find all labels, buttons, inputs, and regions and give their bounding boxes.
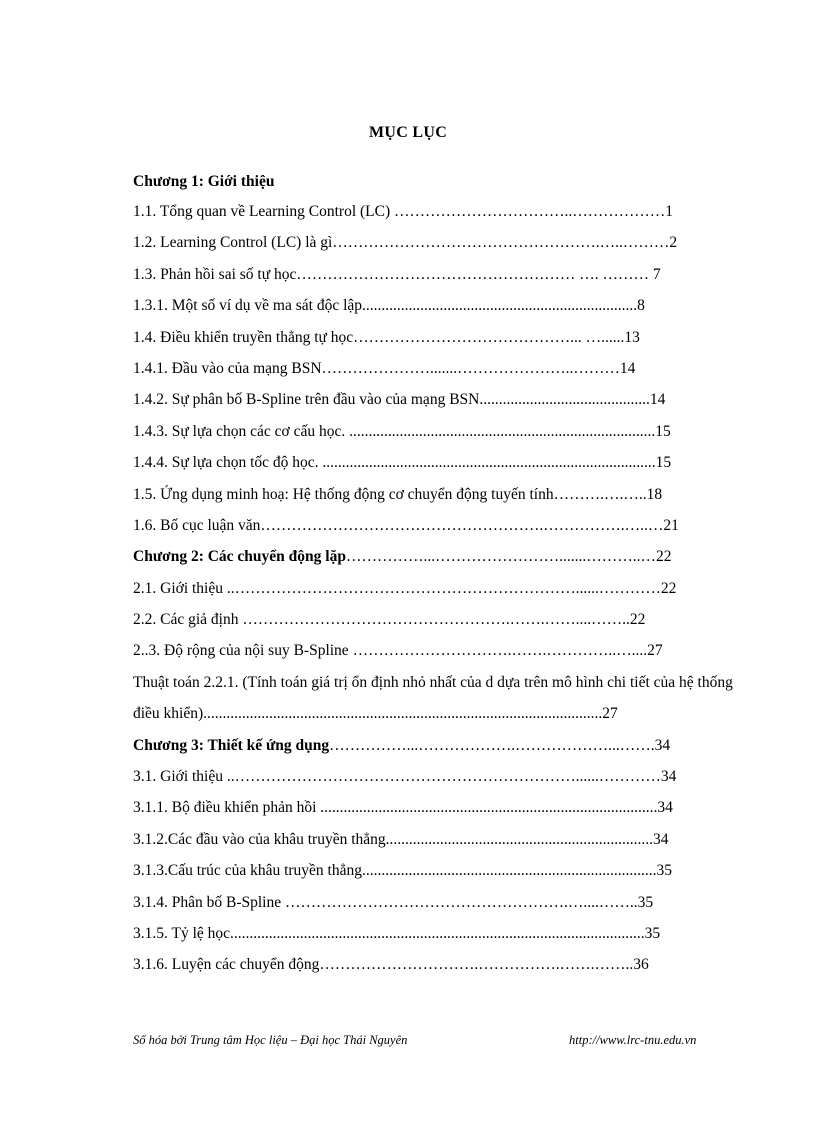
toc-entry[interactable]: 1.6. Bố cục luận văn……………………………………………….…………….…..…21 <box>133 516 679 534</box>
toc-entry[interactable]: 1.4.2. Sự phân bố B-Spline trên đầu vào của mạng BSN............................................14 <box>133 391 666 409</box>
toc-entry[interactable]: 3.1. Giới thiệu ..…………………………………………………………......…………34 <box>133 768 677 786</box>
toc-entry[interactable]: 1.1. Tổng quan về Learning Control (LC) ……………………………..………………1 <box>133 203 674 220</box>
toc-entry[interactable]: 2.1. Giới thiệu ..…………………………………………………………......…………22 <box>133 579 677 597</box>
chapter-3-page: ……………...……………….………………...…….34 <box>329 736 671 754</box>
toc-entry[interactable]: 3.1.1. Bộ điều khiển phản hồi .......................................................................................34 <box>133 799 673 817</box>
chapter-3-label: Chương 3: Thiết kế ứng dụng <box>133 736 330 754</box>
toc-entry[interactable]: 1.4.3. Sự lựa chọn các cơ cấu học. ...............................................................................15 <box>133 422 671 440</box>
toc-entry[interactable]: 1.2. Learning Control (LC) là gì…………………………………………….…..………2 <box>133 234 678 252</box>
table-of-contents <box>133 168 743 981</box>
toc-entry[interactable]: 3.1.4. Phân bố B-Spline ……………………………………………….…....……..35 <box>133 893 654 911</box>
toc-entry[interactable]: 2..3. Độ rộng của nội suy B-Spline ………………………….…….…………..…....27 <box>133 642 663 660</box>
chapter-2-label: Chương 2: Các chuyển động lặp <box>133 548 346 566</box>
toc-entry[interactable]: 1.3. Phản hồi sai số tự học……………………………………………… …. ……… 7 <box>133 265 661 283</box>
toc-entry[interactable]: Thuật toán 2.2.1. (Tính toán giá trị ổn định nhỏ nhất của d dựa trên mô hình chi tiết của hệ thống điều khiển).......................................................................................................27 <box>133 673 733 723</box>
chapter-3-entry[interactable] <box>133 730 743 761</box>
chapter-1-heading: Chương 1: Giới thiệu <box>133 173 275 190</box>
toc-entry[interactable]: 3.1.5. Tỷ lệ học...........................................................................................................35 <box>133 925 661 943</box>
chapter-2-page: ……………...…………………….......………..…22 <box>345 548 672 566</box>
toc-entry[interactable]: 1.4.4. Sự lựa chọn tốc độ học. ......................................................................................15 <box>133 454 672 472</box>
page-title: MỤC LỤC <box>368 124 448 141</box>
toc-entry[interactable]: 1.4.1. Đầu vào của mạng BSN………………….......…………………..………14 <box>133 359 636 377</box>
toc-entry[interactable]: 1.3.1. Một số ví dụ về ma sát độc lập.......................................................................8 <box>133 297 645 315</box>
toc-entry[interactable]: 3.1.2.Các đầu vào của khâu truyền thẳng.....................................................................34 <box>133 830 669 848</box>
chapter-2-entry[interactable] <box>133 541 743 572</box>
toc-entry[interactable]: 3.1.6. Luyện các chuyển động………………………….…………….…….……..36 <box>133 956 649 974</box>
toc-entry[interactable]: 1.5. Ứng dụng minh hoạ: Hệ thống động cơ chuyển động tuyến tính……….….…..18 <box>133 485 663 503</box>
toc-entry[interactable]: 1.4. Điều khiển truyền thẳng tự học……………………………………... …......13 <box>133 328 640 346</box>
toc-entry[interactable]: 3.1.3.Cấu trúc của khâu truyền thẳng............................................................................35 <box>133 862 672 880</box>
footer-url: http://www.lrc-tnu.edu.vn <box>569 1033 697 1047</box>
toc-entry[interactable]: 2.2. Các giả định …………………………………………….…….……....……..22 <box>133 611 646 629</box>
footer-source: Số hóa bởi Trung tâm Học liệu – Đại học Thái Nguyên <box>133 1033 408 1047</box>
